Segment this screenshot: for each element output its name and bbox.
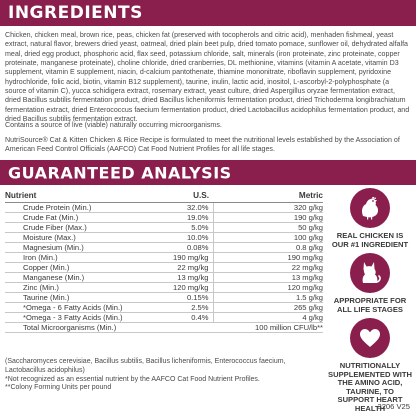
us-value: 32.0% xyxy=(149,202,213,212)
heart-icon xyxy=(350,318,390,358)
us-value: 120 mg/kg xyxy=(149,282,213,292)
microorganisms-value: 100 million CFU/lb** xyxy=(149,322,323,332)
chicken-icon xyxy=(350,188,390,228)
table-row xyxy=(5,262,323,272)
nutrient-name: Manganese (Min.) xyxy=(5,272,149,282)
nutrient-name: Zinc (Min.) xyxy=(5,282,149,292)
table-row xyxy=(5,202,323,212)
metric-value: 265 g/kg xyxy=(213,302,323,312)
nutrient-name: Total Microorganisms (Min.) xyxy=(5,322,149,332)
guaranteed-analysis-table xyxy=(5,190,323,333)
metric-value: 320 g/kg xyxy=(213,202,323,212)
table-row xyxy=(5,242,323,252)
nutrient-name: Crude Protein (Min.) xyxy=(5,202,149,212)
us-value: 2.5% xyxy=(149,302,213,312)
metric-value: 22 mg/kg xyxy=(213,262,323,272)
footnote-species: (Saccharomyces cerevisiae, Bacillus subtilis, Bacillus licheniformis, Enterococcus faecium, Lactobacillus acidophilus) xyxy=(5,358,286,374)
table-row xyxy=(5,222,323,232)
metric-value: 190 mg/kg xyxy=(213,252,323,262)
metric-value: 100 g/kg xyxy=(213,232,323,242)
footnotes xyxy=(5,358,323,393)
metric-value: 13 mg/kg xyxy=(213,272,323,282)
nutrient-name: Copper (Min.) xyxy=(5,262,149,272)
badge-label: REAL CHICKEN IS OUR #1 INGREDIENT xyxy=(331,231,409,249)
nutrient-name: *Omega - 3 Fatty Acids (Min.) xyxy=(5,312,149,322)
us-value: 10.0% xyxy=(149,232,213,242)
nutrient-name: Crude Fat (Min.) xyxy=(5,212,149,222)
nutrient-column-header: Nutrient xyxy=(5,190,149,202)
guaranteed-analysis-title: GUARANTEED ANALYSIS xyxy=(8,163,232,182)
us-column-header: U.S. xyxy=(149,190,213,202)
nutrient-name: *Omega - 6 Fatty Acids (Min.) xyxy=(5,302,149,312)
ingredients-header xyxy=(0,0,416,26)
ingredients-title: INGREDIENTS xyxy=(8,3,143,23)
us-value: 0.08% xyxy=(149,242,213,252)
table-row xyxy=(5,282,323,292)
us-value: 5.0% xyxy=(149,222,213,232)
metric-value: 4 g/kg xyxy=(213,312,323,322)
nutrient-name: Iron (Min.) xyxy=(5,252,149,262)
us-value: 19.0% xyxy=(149,212,213,222)
guaranteed-analysis-header xyxy=(0,160,416,185)
badge-all-life-stages xyxy=(328,253,412,314)
badge-taurine xyxy=(328,318,412,414)
table-row xyxy=(5,212,323,222)
badge-label: NUTRITIONALLY SUPPLEMENTED WITH THE AMINO ACID, TAURINE, TO SUPPORT HEART HEALTH xyxy=(328,361,412,413)
table-row xyxy=(5,252,323,262)
badge-label: APPROPRIATE FOR ALL LIFE STAGES xyxy=(333,296,407,314)
us-value: 0.15% xyxy=(149,292,213,302)
metric-value: 120 mg/kg xyxy=(213,282,323,292)
aafco-statement: NutriSource® Cat & Kitten Chicken & Rice Recipe is formulated to meet the nutritional levels established by the Association of American Feed Control Officials (AAFCO) Cat Food Nutrient Profiles for all life stages. xyxy=(5,136,400,154)
nutrient-name: Crude Fiber (Max.) xyxy=(5,222,149,232)
nutrient-name: Moisture (Max.) xyxy=(5,232,149,242)
table-row xyxy=(5,272,323,282)
us-value: 13 mg/kg xyxy=(149,272,213,282)
ingredients-list: Chicken, chicken meal, brown rice, peas, chicken fat (preserved with tocopherols and citric acid), menhaden fishmeal, yeast extract, natural flavor, brewers dried yeast, oatmeal, dried plain beet pulp, dried tomato pomace, sunflower oil, dehydrated alfalfa meal, dried egg product, phosphoric acid, flax seed, potassium chloride, salt, minerals (iron proteinate, zinc proteinate, copper proteinate, manganese proteinate), choline chloride, dried cranberries, DL methionine, vitamins (vitamin A acetate, vitamin D3 supplement, vitamin E supplement, niacin, d-calcium pantothenate, thiamine mononitrate, riboflavin supplement, pyridoxine hydrochloride, folic acid, biotin, vitamin B12 supplement), taurine, inulin, lactic acid, inositol, L-ascorbyl-2-polyphosphate (a source of vitamin C), yucca schidigera extract, rosemary extract, yeast culture, dried Aspergillus oryzae fermentation extract, dried Bacillus subtilis fermentation product, dried Bacillus licheniformis fermentation product, dried Trichoderma longibrachiatum fermentation extract, dried Enterococcus faecium fermentation product, dried Lactobacillus acidophilus fermentation product, and dried Bacillus subtilis fermentation extract. xyxy=(5,31,410,124)
cat-icon xyxy=(350,253,390,293)
nutrient-name: Magnesium (Min.) xyxy=(5,242,149,252)
table-row xyxy=(5,302,323,312)
metric-column-header: Metric xyxy=(213,190,323,202)
footnote-cfu: **Colony Forming Units per pound xyxy=(5,384,112,392)
metric-value: 1.5 g/kg xyxy=(213,292,323,302)
microorganisms-note: Contains a source of live (viable) naturally occurring microorganisms. xyxy=(5,121,222,129)
nutrient-name: Taurine (Min.) xyxy=(5,292,149,302)
table-header-row xyxy=(5,190,323,202)
us-value: 22 mg/kg xyxy=(149,262,213,272)
table-row xyxy=(5,312,323,322)
table-row-microorganisms xyxy=(5,322,323,332)
metric-value: 0.8 g/kg xyxy=(213,242,323,252)
metric-value: 190 g/kg xyxy=(213,212,323,222)
table-row xyxy=(5,232,323,242)
footnote-aafco: *Not recognized as an essential nutrient by the AAFCO Cat Food Nutrient Profiles. xyxy=(5,375,260,383)
metric-value: 50 g/kg xyxy=(213,222,323,232)
table-row xyxy=(5,292,323,302)
us-value: 0.4% xyxy=(149,312,213,322)
us-value: 190 mg/kg xyxy=(149,252,213,262)
badge-real-chicken xyxy=(328,188,412,249)
product-code: 3206 V25 xyxy=(377,402,410,411)
